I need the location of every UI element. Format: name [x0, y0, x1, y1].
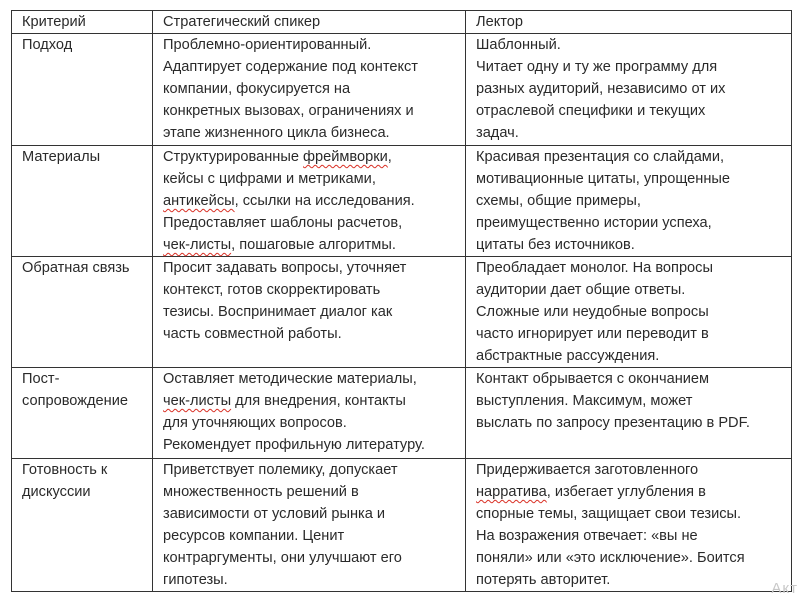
criterion-cell [12, 459, 153, 592]
cell-line: задач. [476, 125, 519, 141]
criterion-text: Пост- [22, 371, 60, 387]
cell-line [163, 146, 459, 168]
header-lecturer-label: Лектор [476, 14, 523, 30]
cell-line: Приветствует полемику, допускает [163, 462, 398, 478]
cell-line: спорные темы, защищает свои тезисы. [476, 506, 742, 522]
cell-line: Оставляет методические материалы, [163, 371, 417, 387]
cell-line: Адаптирует содержание под контекст [163, 59, 418, 75]
cell-line: Преобладает монолог. На вопросы [476, 260, 713, 276]
header-criterion-label: Критерий [22, 14, 86, 30]
criterion-cell [12, 257, 153, 368]
cell-line: аудитории дает общие ответы. [476, 282, 686, 298]
lecturer-cell [466, 146, 792, 257]
strategic-speaker-cell [153, 34, 466, 146]
table-row [12, 368, 792, 459]
cell-line: зависимости от условий рынка и [163, 506, 386, 522]
cell-line [163, 190, 459, 212]
cell-line: конкретных вызовах, ограничениях и [163, 103, 414, 119]
spellcheck-flagged-word[interactable]: антикейсы [163, 193, 235, 209]
spellcheck-flagged-word[interactable]: чек-листы [163, 237, 232, 253]
cell-text: , избегает углубления в [546, 484, 706, 500]
lecturer-cell [466, 368, 792, 459]
header-lecturer [466, 11, 792, 34]
cell-line: ресурсов компании. Ценит [163, 528, 345, 544]
cell-line: часто игнорирует или переводит в [476, 326, 709, 342]
cell-line: контекст, готов скорректировать [163, 282, 381, 298]
table-header-row [12, 11, 792, 34]
cell-line [163, 390, 459, 412]
comparison-table [11, 10, 792, 592]
cell-line: мотивационные цитаты, упрощенные [476, 171, 731, 187]
strategic-speaker-cell [153, 368, 466, 459]
cell-line: Сложные или неудобные вопросы [476, 304, 709, 320]
lecturer-cell [466, 459, 792, 592]
criterion-text: Обратная связь [22, 260, 130, 276]
cell-line: Проблемно-ориентированный. [163, 37, 372, 53]
cell-line: Читает одну и ту же программу для [476, 59, 718, 75]
strategic-speaker-cell [153, 257, 466, 368]
cell-text: , ссылки на исследования. [234, 193, 415, 209]
criterion-cell [12, 368, 153, 459]
spellcheck-flagged-word[interactable]: нарратива [476, 484, 547, 500]
criterion-cell [12, 146, 153, 257]
cell-line: Придерживается заготовленного [476, 462, 699, 478]
cell-text: для внедрения, контакты [231, 393, 406, 409]
spellcheck-flagged-word[interactable]: чек-листы [163, 393, 232, 409]
activation-watermark: Акт [771, 580, 798, 597]
cell-line: тезисы. Воспринимает диалог как [163, 304, 393, 320]
cell-line: этапе жизненного цикла бизнеса. [163, 125, 390, 141]
cell-line: схемы, общие примеры, [476, 193, 641, 209]
cell-line: На возражения отвечает: «вы не [476, 528, 698, 544]
cell-line: потерять авторитет. [476, 572, 611, 588]
cell-text: , [387, 149, 392, 165]
cell-line [476, 481, 785, 503]
cell-line: отраслевой специфики и текущих [476, 103, 706, 119]
cell-text: , пошаговые алгоритмы. [231, 237, 396, 253]
cell-line: Контакт обрывается с окончанием [476, 371, 710, 387]
cell-line: Красивая презентация со слайдами, [476, 149, 725, 165]
table-row [12, 459, 792, 592]
cell-line: часть совместной работы. [163, 326, 342, 342]
criterion-cell [12, 34, 153, 146]
criterion-text: сопровождение [22, 393, 128, 409]
cell-line: Просит задавать вопросы, уточняет [163, 260, 407, 276]
cell-line: Рекомендует профильную литературу. [163, 437, 425, 453]
strategic-speaker-cell [153, 459, 466, 592]
header-strategic-speaker [153, 11, 466, 34]
cell-line: цитаты без источников. [476, 237, 635, 253]
lecturer-cell [466, 257, 792, 368]
table-row [12, 146, 792, 257]
lecturer-cell [466, 34, 792, 146]
cell-line: для уточняющих вопросов. [163, 415, 347, 431]
criterion-text: Материалы [22, 149, 101, 165]
cell-line: выслать по запросу презентацию в PDF. [476, 415, 750, 431]
cell-line: разных аудиторий, независимо от их [476, 81, 726, 97]
cell-line: поняли» или «это исключение». Боится [476, 550, 745, 566]
table-row [12, 34, 792, 146]
cell-line: контраргументы, они улучшают его [163, 550, 402, 566]
cell-line: множественность решений в [163, 484, 359, 500]
cell-line: гипотезы. [163, 572, 228, 588]
cell-line: преимущественно истории успеха, [476, 215, 712, 231]
cell-line: абстрактные рассуждения. [476, 348, 660, 364]
header-strategic-speaker-label: Стратегический спикер [163, 14, 321, 30]
cell-line: кейсы с цифрами и метриками, [163, 171, 376, 187]
cell-text: Структурированные [163, 149, 303, 165]
cell-line [163, 234, 459, 256]
criterion-text: Подход [22, 37, 73, 53]
strategic-speaker-cell [153, 146, 466, 257]
table-row [12, 257, 792, 368]
cell-line: компании, фокусируется на [163, 81, 351, 97]
cell-line: Предоставляет шаблоны расчетов, [163, 215, 403, 231]
cell-line: Шаблонный. [476, 37, 561, 53]
spellcheck-flagged-word[interactable]: фреймворки [303, 149, 388, 165]
cell-line: выступления. Максимум, может [476, 393, 693, 409]
criterion-text: дискуссии [22, 484, 91, 500]
criterion-text: Готовность к [22, 462, 108, 478]
header-criterion [12, 11, 153, 34]
